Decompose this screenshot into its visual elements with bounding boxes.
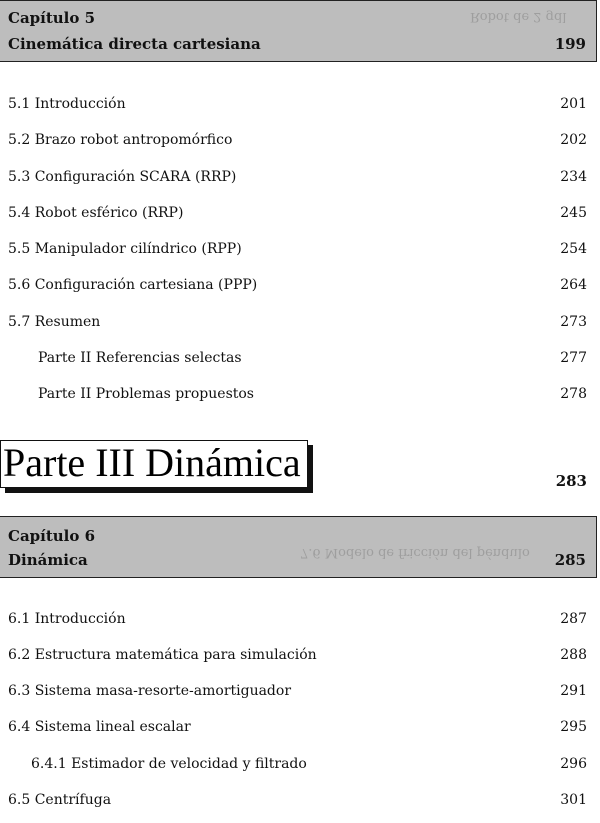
toc-entry-6-1[interactable] xyxy=(0,611,600,629)
chapter-6-label: Capítulo 6 xyxy=(8,527,96,545)
section-title: Sistema lineal escalar xyxy=(34,719,191,735)
part-3-title[interactable]: Parte III Dinámica xyxy=(0,440,308,488)
section-number: 6.5 xyxy=(8,792,31,808)
section-title: Estimador de velocidad y filtrado xyxy=(71,756,307,772)
toc-entry-6-3[interactable] xyxy=(0,683,600,701)
chapter-6-title: Dinámica xyxy=(8,551,88,569)
page-number: 254 xyxy=(560,241,587,257)
chapter-5-header xyxy=(0,0,597,62)
section-number: 5.5 xyxy=(8,241,31,257)
toc-entry-part2-problems[interactable] xyxy=(0,386,600,404)
page-number: 291 xyxy=(560,683,587,699)
toc-entry-5-3[interactable] xyxy=(0,169,600,187)
section-number: 5.6 xyxy=(8,277,31,293)
section-number: 6.2 xyxy=(8,647,31,663)
page-number: 295 xyxy=(560,719,587,735)
page-number: 278 xyxy=(560,386,587,402)
section-title: Brazo robot antropomórfico xyxy=(34,132,233,148)
section-title: Estructura matemática para simulación xyxy=(34,647,317,663)
toc-entry-6-4-1[interactable] xyxy=(0,756,600,774)
bleed-through-text: Robot de 2 gdl xyxy=(470,9,567,24)
section-number: 5.4 xyxy=(8,205,31,221)
page-number: 287 xyxy=(560,611,587,627)
section-number: 6.3 xyxy=(8,683,31,699)
section-title: Parte II Referencias selectas xyxy=(38,350,242,366)
toc-entry-5-4[interactable] xyxy=(0,205,600,223)
section-title: Resumen xyxy=(34,314,101,330)
toc-entry-5-2[interactable] xyxy=(0,132,600,150)
page-number: 201 xyxy=(560,96,587,112)
chapter-6-header xyxy=(0,516,597,578)
section-number: 5.3 xyxy=(8,169,31,185)
section-title: Manipulador cilíndrico (RPP) xyxy=(34,241,242,257)
part-3-page: 283 xyxy=(555,472,587,490)
section-title: Centrífuga xyxy=(34,792,112,808)
chapter-5-label: Capítulo 5 xyxy=(8,9,96,27)
chapter-6-page: 285 xyxy=(554,551,586,569)
toc-entry-5-5[interactable] xyxy=(0,241,600,259)
chapter-5-page: 199 xyxy=(554,35,586,53)
section-number: 5.1 xyxy=(8,96,31,112)
section-number: 6.4 xyxy=(8,719,31,735)
section-title: Sistema masa-resorte-amortiguador xyxy=(34,683,292,699)
bleed-through-text: 7.6 Modelo de fricción del péndulo xyxy=(300,545,530,560)
toc-entry-5-7[interactable] xyxy=(0,314,600,332)
chapter-5-title: Cinemática directa cartesiana xyxy=(8,35,261,53)
page-number: 245 xyxy=(560,205,587,221)
section-title: Configuración cartesiana (PPP) xyxy=(34,277,258,293)
section-title: Parte II Problemas propuestos xyxy=(38,386,254,402)
section-title: Introducción xyxy=(34,611,126,627)
page-number: 264 xyxy=(560,277,587,293)
toc-entry-6-5[interactable] xyxy=(0,792,600,810)
section-number: 5.7 xyxy=(8,314,31,330)
page-number: 301 xyxy=(560,792,587,808)
section-number: 6.4.1 xyxy=(31,756,67,772)
section-number: 6.1 xyxy=(8,611,31,627)
toc-entry-part2-references[interactable] xyxy=(0,350,600,368)
toc-entry-5-1[interactable] xyxy=(0,96,600,114)
toc-entry-5-6[interactable] xyxy=(0,277,600,295)
section-title: Introducción xyxy=(34,96,126,112)
page-number: 277 xyxy=(560,350,587,366)
section-title: Configuración SCARA (RRP) xyxy=(34,169,237,185)
page-number: 234 xyxy=(560,169,587,185)
page-number: 288 xyxy=(560,647,587,663)
toc-entry-6-4[interactable] xyxy=(0,719,600,737)
toc-entry-6-2[interactable] xyxy=(0,647,600,665)
page-number: 273 xyxy=(560,314,587,330)
section-number: 5.2 xyxy=(8,132,31,148)
page-number: 296 xyxy=(560,756,587,772)
section-title: Robot esférico (RRP) xyxy=(34,205,184,221)
page-number: 202 xyxy=(560,132,587,148)
